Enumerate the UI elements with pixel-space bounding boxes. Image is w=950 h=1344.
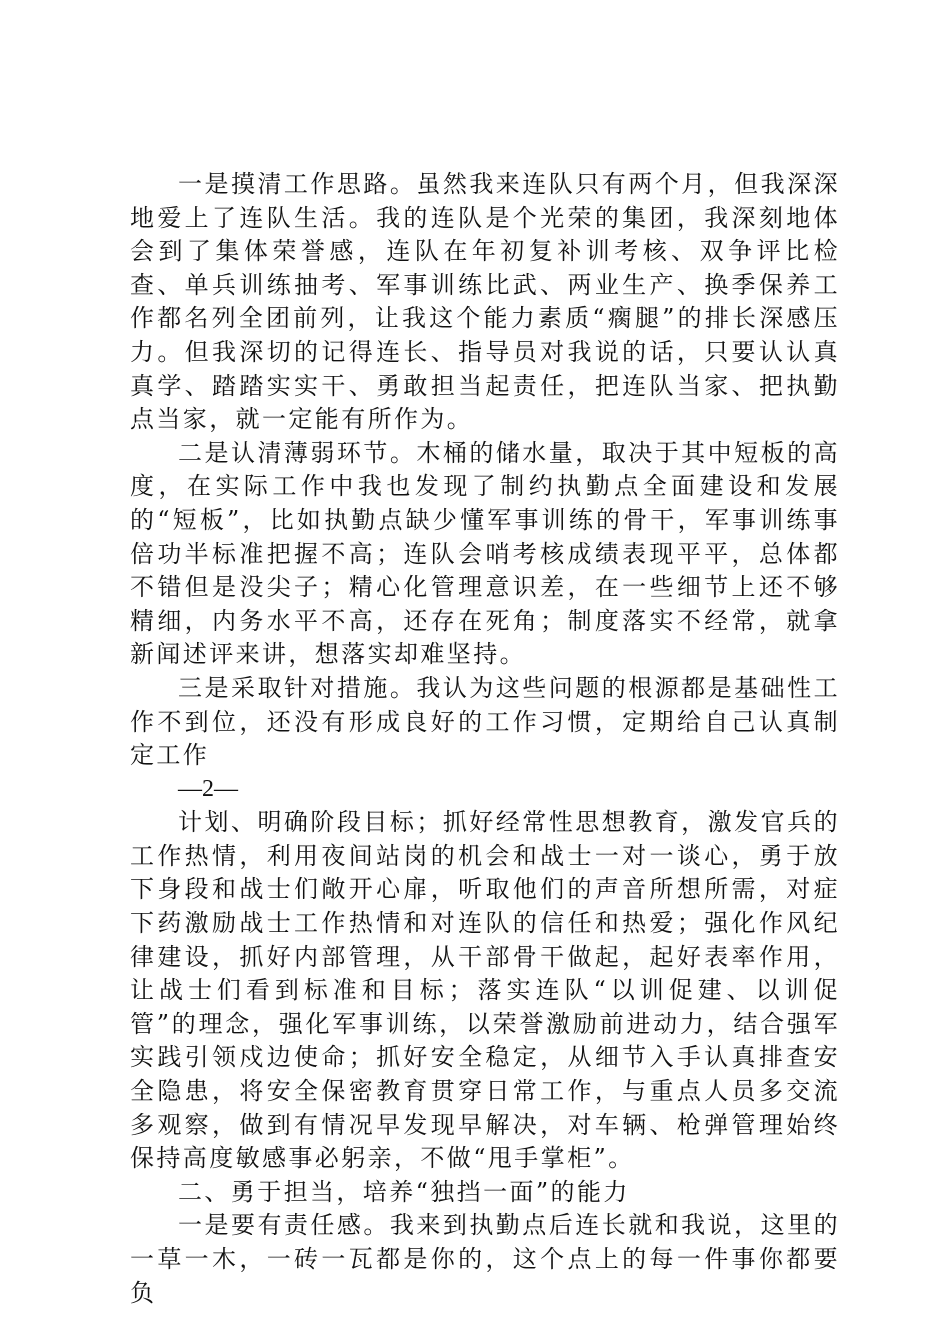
paragraph-identify-weak-links: 二是认清薄弱环节。木桶的储水量，取决于其中短板的高度，在实际工作中我也发现了制约执勤点全面建设和发展的“短板”，比如执勤点缺少懂军事训练的骨干，军事训练事倍功半标准把握不高；连队会哨考核成绩表现平平，总体都不错但是没尖子；精心化管理意识差，在一些细节上还不够精细，内务水平不高，还存在死角；制度落实不经常，就拿新闻述评来讲，想落实却难坚持。 <box>130 438 840 669</box>
section-heading-take-responsibility: 二、勇于担当，培养“独挡一面”的能力 <box>178 1177 630 1206</box>
paragraph-targeted-measures: 三是采取针对措施。我认为这些问题的根源都是基础性工作不到位，还没有形成良好的工作习惯，定期给自己认真制定工作 <box>130 673 840 770</box>
page-number: —2— <box>178 775 238 802</box>
paragraph-plans-and-goals: 计划、明确阶段目标；抓好经常性思想教育，激发官兵的工作热情，利用夜间站岗的机会和战士一对一谈心，勇于放下身段和战士们敞开心扉，听取他们的声音所想所需，对症下药激励战士工作热情和对连队的信任和热爱；强化作风纪律建设，抓好内部管理，从干部骨干做起，起好表率作用，让战士们看到标准和目标；落实连队“以训促建、以训促管”的理念，强化军事训练，以荣誉激励前进动力，结合强军实践引领戍边使命；抓好安全稳定，从细节入手认真排查安全隐患，将安全保密教育贯穿日常工作，与重点人员多交流多观察，做到有情况早发现早解决，对车辆、枪弹管理始终保持高度敏感事必躬亲，不做“甩手掌柜”。 <box>130 808 840 1173</box>
paragraph-understand-work-approach: 一是摸清工作思路。虽然我来连队只有两个月，但我深深地爱上了连队生活。我的连队是个光荣的集团，我深刻地体会到了集体荣誉感，连队在年初复补训考核、双争评比检查、单兵训练抽考、军事训练比武、两业生产、换季保养工作都名列全团前列，让我这个能力素质“瘸腿”的排长深感压力。但我深切的记得连长、指导员对我说的话，只要认认真真学、踏踏实实干、勇敢担当起责任，把连队当家、把执勤点当家，就一定能有所作为。 <box>130 170 840 434</box>
document-body <box>130 168 840 1310</box>
paragraph-sense-of-responsibility: 一是要有责任感。我来到执勤点后连长就和我说，这里的一草一木，一砖一瓦都是你的，这个点上的每一件事你都要负 <box>130 1211 840 1307</box>
